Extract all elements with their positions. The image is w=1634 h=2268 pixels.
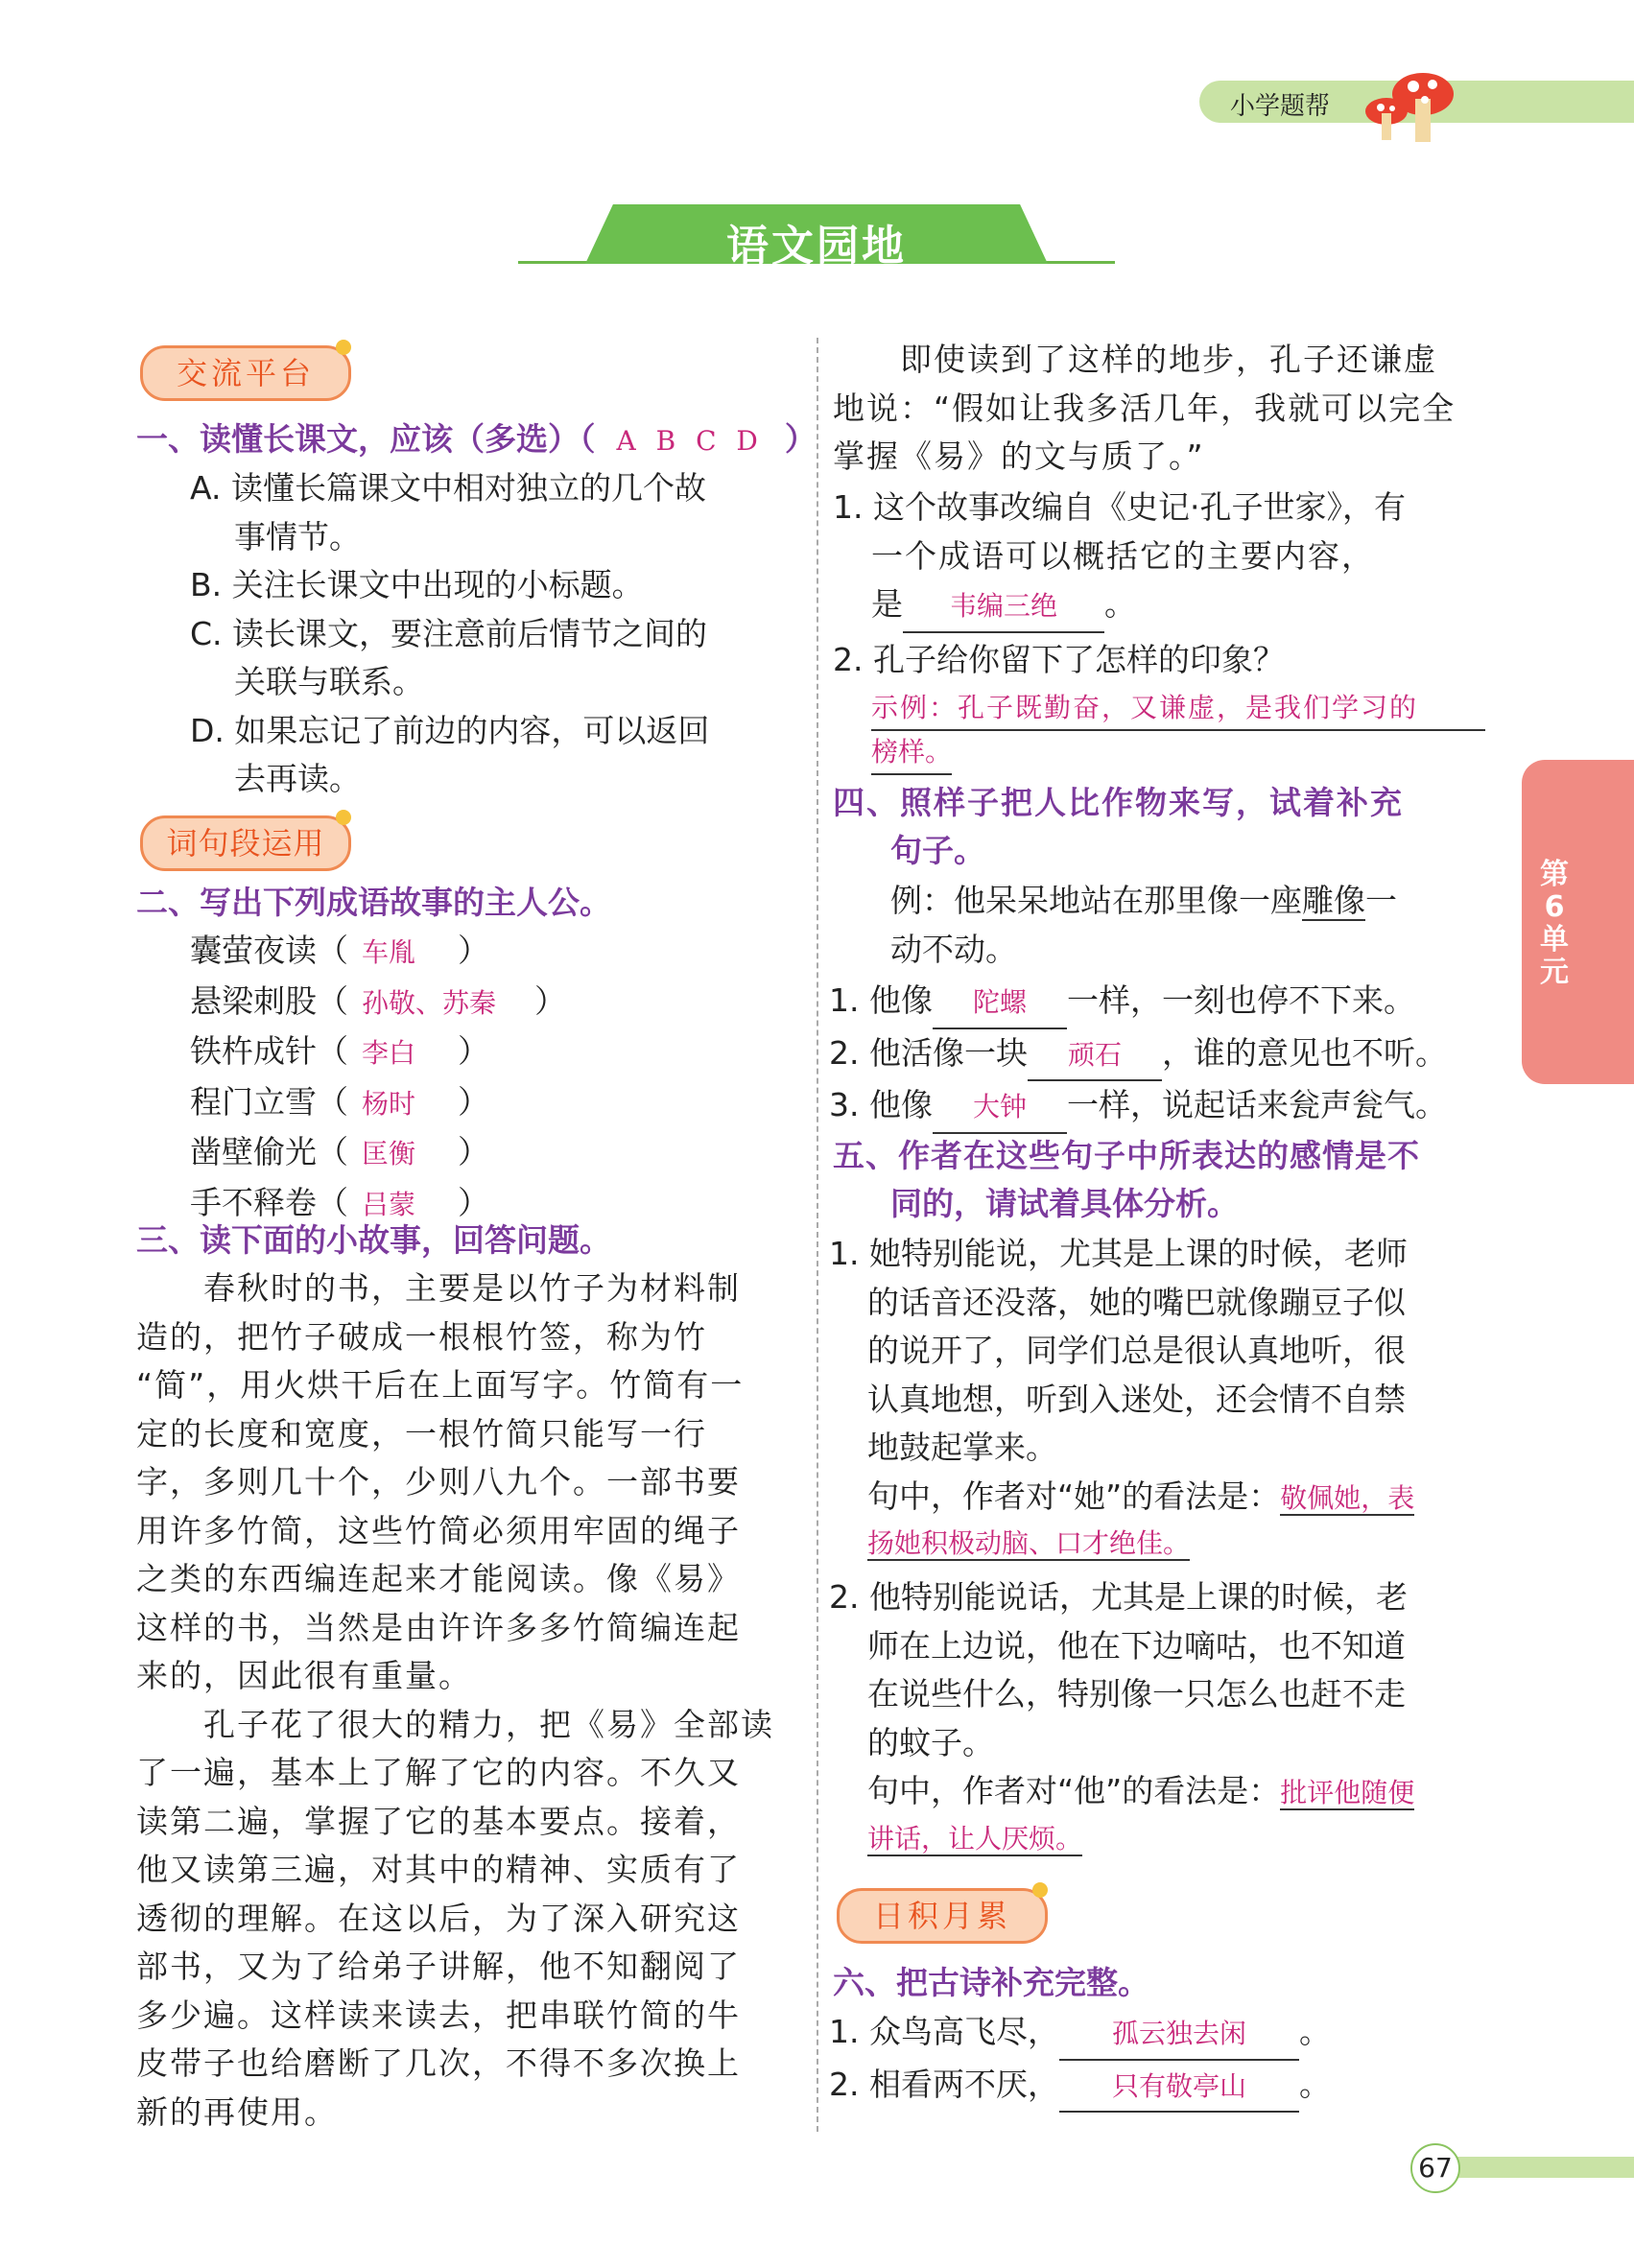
option-a: A. 读懂长篇课文中相对独立的几个故	[190, 469, 706, 507]
option-a-cont: 事情节。	[234, 517, 361, 555]
q6-items	[829, 2008, 1331, 2113]
section-badge-exchange: 交流平台	[140, 345, 351, 401]
q4-items	[829, 977, 1447, 1134]
q3-sub1: 1. 这个故事改编自《史记·孔子世家》，有 一个成语可以概括它的主要内容， 是 韦编三绝 。	[833, 484, 1406, 633]
page-number: 67	[1410, 2143, 1460, 2193]
q1-answer: A B C D	[616, 425, 764, 457]
q4-example: 例：他呆呆地站在那里像一座雕像一 动不动。	[890, 882, 1397, 968]
option-b: B. 关注长课文中出现的小标题。	[190, 566, 644, 603]
star-icon	[1032, 1882, 1048, 1898]
list-item: 囊萤夜读（ 车胤 ）	[190, 932, 489, 969]
footer-bar	[1454, 2157, 1634, 2178]
brand-name: 小学题帮	[1230, 92, 1331, 121]
list-item: 程门立雪（ 杨时 ）	[190, 1082, 489, 1121]
option-d: D. 如果忘记了前边的内容，可以返回	[190, 711, 710, 749]
star-icon	[336, 810, 351, 825]
q3-sub2: 2. 孔子给你留下了怎样的印象？	[833, 641, 1285, 678]
list-item: 3. 他像 大钟 一样，说起话来瓮声瓮气。	[829, 1081, 1447, 1134]
q5-sentence1: 1. 她特别能说，尤其是上课的时候，老师 的话音还没落，她的嘴巴就像蹦豆子似 的说开了，同学们总是很认真地听，很 认真地想，听到入迷处，还会情不自禁 地鼓起掌来。 句中，作者对“她”的看法是：敬佩她，表 扬她积极动脑、口才绝佳。	[829, 1235, 1415, 1559]
list-item: 铁杵成针（ 李白 ）	[190, 1032, 489, 1070]
section-badge-usage: 词句段运用	[140, 815, 351, 871]
q1-options	[190, 464, 709, 804]
q3-sub1-answer: 韦编三绝	[903, 582, 1104, 633]
q5-sentence2: 2. 他特别能说话，尤其是上课的时候，老 师在上边说，他在下边嘀咕，也不知道 在说些什么，特别像一只怎么也赶不走 的蚊子。 句中，作者对“他”的看法是：批评他随便 讲话，让人厌烦。	[829, 1578, 1415, 1855]
star-icon	[336, 340, 351, 355]
q3-sub2-answer: 示例：孔子既勤奋，又谦虚，是我们学习的 榜样。	[871, 687, 1485, 775]
list-item: 凿壁偷光（ 匡衡 ）	[190, 1133, 489, 1170]
q2-items	[190, 927, 566, 1229]
story-passage: 春秋时的书，主要是以竹子为材料制 造的，把竹子破成一根根竹签，称为竹 “简”，用火烘干后在上面写字。竹简有一 定的长度和宽度，一根竹简只能写一行 字，多则几十个，少则八九个。一部书要 用许多竹简，这些竹简必须用牢固的绳子 之类的东西编连起来才能阅读。像《易》 这样的书，当然是由许许多多竹简编连起 来的，因此很有重量。 孔子花了很大的精力，把《易》全部读 了一遍，基本上了解了它的内容。不久又 读第二遍，掌握了它的基本要点。接着， 他又读第三遍，对其中的精神、实质有了 透彻的理解。在这以后，为了深入研究这 部书，又为了给弟子讲解，他不知翻阅了 多少遍。这样读来读去，把串联竹简的牛 皮带子也给磨断了几次，不得不多次换上 新的再使用。	[136, 1269, 774, 2131]
option-c: C. 读长课文，要注意前后情节之间的	[190, 614, 708, 652]
option-d-cont: 去再读。	[234, 760, 361, 797]
page-title: 语文园地	[726, 222, 907, 271]
q4-title: 四、照样子把人比作物来写，试着补充 句子。	[833, 784, 1404, 869]
list-item: 1. 众鸟高飞尽， 孤云独去闲 。	[829, 2008, 1331, 2061]
list-item: 2. 相看两不厌， 只有敬亭山 。	[829, 2061, 1331, 2114]
mushroom-icon	[1358, 56, 1463, 147]
story-passage-cont: 即使读到了这样的地步，孔子还谦虚 地说：“假如让我多活几年，我就可以完全 掌握《易》的文与质了。”	[833, 341, 1456, 475]
column-divider	[817, 338, 818, 2132]
q2-title: 二、写出下列成语故事的主人公。	[136, 884, 611, 921]
list-item: 1. 他像 陀螺 一样，一刻也停不下来。	[829, 977, 1447, 1029]
q6-title: 六、把古诗补充完整。	[833, 1964, 1149, 2001]
list-item: 悬梁刺股（ 孙敬、苏秦 ）	[190, 981, 566, 1020]
q5-title: 五、作者在这些句子中所表达的感情是不 同的，请试着具体分析。	[833, 1137, 1420, 1222]
list-item: 2. 他活像一块 顽石 ，谁的意见也不听。	[829, 1029, 1447, 1082]
section-badge-accumulate: 日积月累	[837, 1888, 1048, 1944]
q1-title: 一、读懂长课文，应该（多选）（ A B C D ）	[136, 420, 817, 458]
unit-tab-label: 第6单元	[1540, 858, 1569, 989]
list-item: 手不释卷（ 吕蒙 ）	[190, 1183, 489, 1221]
q3-title: 三、读下面的小故事，回答问题。	[136, 1221, 611, 1259]
option-c-cont: 关联与联系。	[234, 663, 424, 700]
